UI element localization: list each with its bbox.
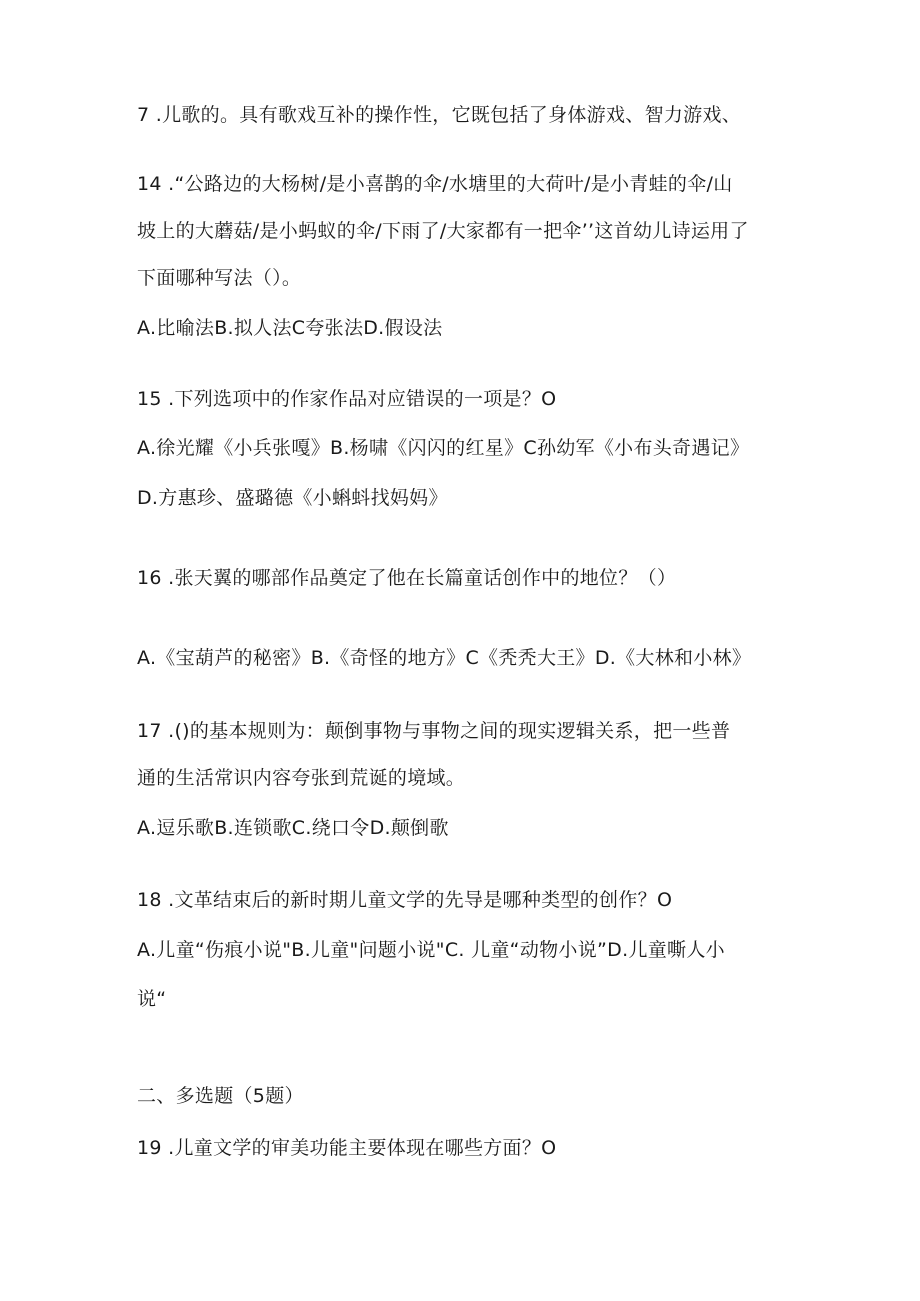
question-18-options-line-2: 说“ [137, 988, 167, 1010]
question-15-options-line-1: A.徐光耀《小兵张嘎》B.杨啸《闪闪的红星》C孙幼军《小布头奇遇记》 [137, 437, 750, 459]
question-15-options-line-2: D.方惠珍、盛璐德《小蝌蚪找妈妈》 [137, 487, 448, 509]
question-14-stem-line-1: 14 .“公路边的大杨树/是小喜鹊的伞/水塘里的大荷叶/是小青蛙的伞/山 [137, 173, 733, 195]
question-19-stem: 19 .儿童文学的审美功能主要体现在哪些方面？O [137, 1137, 557, 1159]
section-heading-multiple-choice: 二、多选题（5题） [137, 1085, 304, 1107]
question-18-options-line-1: A.儿童“伤痕小说"B.儿童"问题小说"C. 儿童“动物小说”D.儿童嘶人小 [137, 939, 725, 961]
question-14-options: A.比喻法B.拟人法C夸张法D.假设法 [137, 317, 443, 339]
question-17-options: A.逗乐歌B.连锁歌C.绕口令D.颠倒歌 [137, 817, 449, 839]
question-15-stem: 15 .下列选项中的作家作品对应错误的一项是？O [137, 388, 557, 410]
question-17-stem-line-2: 通的生活常识内容夸张到荒诞的境域。 [137, 767, 466, 789]
question-16-options: A.《宝葫芦的秘密》B.《奇怪的地方》C《秃秃大王》D.《大林和小林》 [137, 647, 752, 669]
question-18-stem: 18 .文革结束后的新时期儿童文学的先导是哪种类型的创作？O [137, 889, 673, 911]
question-16-stem: 16 .张天翼的哪部作品奠定了他在长篇童话创作中的地位？（） [137, 567, 677, 589]
question-14-stem-line-2: 坡上的大蘑菇/是小蚂蚁的伞/下雨了/大家都有一把伞’’这首幼儿诗运用了 [137, 220, 749, 242]
question-14-stem-line-3: 下面哪种写法（）。 [137, 267, 302, 289]
question-7-text: 7 .儿歌的。具有歌戏互补的操作性，它既包括了身体游戏、智力游戏、 [137, 104, 742, 126]
question-17-stem-line-1: 17 .()的基本规则为：颠倒事物与事物之间的现实逻辑关系，把一些普 [137, 720, 731, 742]
